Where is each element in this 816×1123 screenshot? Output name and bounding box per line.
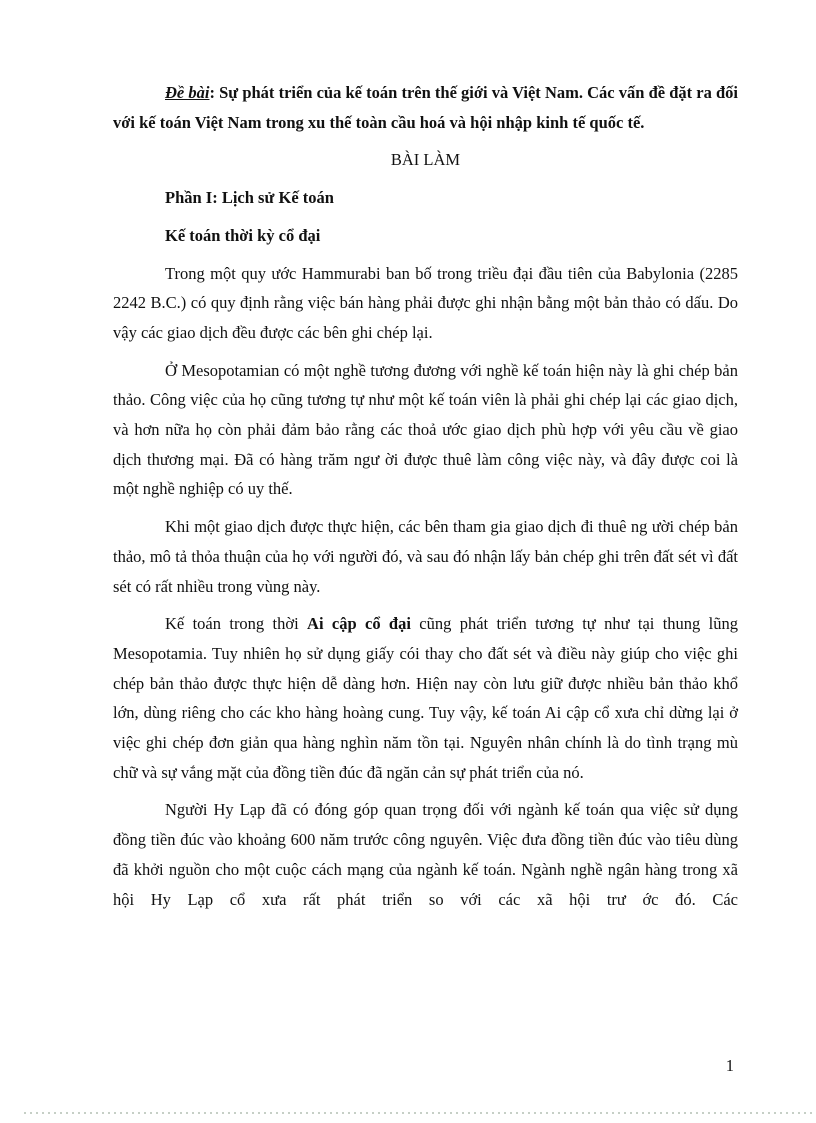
paragraph-1: Trong một quy ước Hammurabi ban bố trong triều đại đầu tiên của Babylonia (2285 2242 B.C.) có quy định rằng việc bán hàng phải được ghi nhận bằng một bản thảo có dấu. Do vậy các giao dịch đều được các bên ghi chép lại. bbox=[113, 263, 738, 342]
intro-label: Đề bài bbox=[165, 83, 210, 102]
subsection-heading: Kế toán thời kỳ cổ đại bbox=[165, 225, 321, 245]
paragraph-4-bold-term: Ai cập cổ đại bbox=[307, 614, 411, 634]
document-title: BÀI LÀM bbox=[390, 150, 461, 170]
intro-separator: : bbox=[209, 83, 220, 102]
section-heading: Phần I: Lịch sử Kế toán bbox=[165, 188, 334, 208]
page-number: 1 bbox=[725, 1056, 734, 1075]
paragraph-4-pre: Kế toán trong thời bbox=[165, 614, 308, 634]
page-break-divider bbox=[24, 1112, 816, 1114]
intro-paragraph bbox=[113, 78, 738, 137]
paragraph-5: Người Hy Lạp đã có đóng góp quan trọng đối với ngành kế toán qua việc sử dụng đồng tiền đúc vào khoảng 600 năm trước công nguyên. Việc đưa đồng tiền đúc vào tiêu dùng đã khởi nguồn cho một cuộc cách mạng của ngành kế toán. Ngành nghề ngân hàng trong xã hội Hy Lạp cổ xưa rất phát triển so với các xã hội trư ớc đó. Các bbox=[113, 800, 738, 909]
paragraph-2: Ở Mesopotamian có một nghề tương đương với nghề kế toán hiện này là ghi chép bản thảo. Công việc của họ cũng tương tự như một kế toán viên là phải ghi chép lại các giao dịch, và hơn nữa họ còn phải đảm bảo rằng các thoả ước giao dịch phù hợp với yêu cầu về giao dịch thương mại. Đã có hàng trăm ngư ời được thuê làm công việc này, và đây được coi là một nghề nghiệp có uy thế. bbox=[113, 360, 738, 499]
intro-text: Sự phát triển của kế toán trên thế giới và Việt Nam. Các vấn đề đặt ra đối với kế toán Việt Nam trong xu thế toàn cầu hoá và hội nhập kinh tế quốc tế. bbox=[113, 83, 738, 132]
paragraph-3: Khi một giao dịch được thực hiện, các bên tham gia giao dịch đi thuê ng ười chép bản thảo, mô tả thỏa thuận của họ với người đó, và sau đó nhận lấy bản chép ghi trên đất sét vì đất sét có rất nhiều trong vùng này. bbox=[113, 517, 738, 596]
document-body bbox=[113, 78, 738, 922]
paragraph-4 bbox=[113, 609, 738, 787]
paragraph-4-post: cũng phát triển tương tự như tại thung lũng Mesopotamia. Tuy nhiên họ sử dụng giấy cói thay cho đất sét và điều này giúp cho việc ghi chép bản thảo được thực hiện dễ dàng hơn. Hiện nay còn lưu giữ được nhiều bản thảo khổ lớn, dùng riêng cho các kho hàng hoàng cung. Tuy vậy, kế toán Ai cập cổ xưa chỉ dừng lại ở việc ghi chép đơn giản qua hàng nghìn năm tồn tại. Nguyên nhân chính là do tình trạng mù chữ và sự vắng mặt của đồng tiền đúc đã ngăn cản sự phát triển của nó. bbox=[113, 614, 738, 782]
